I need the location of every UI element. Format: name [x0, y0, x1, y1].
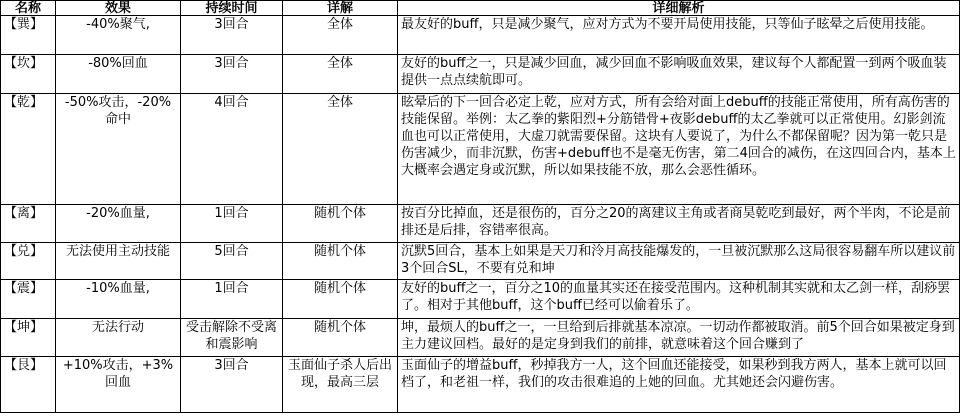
row-name: 【艮】 — [1, 357, 56, 413]
row-detail: 玉面仙子的增益buff，秒掉我方一人，这个回血还能接受，如果秒到我方两人，基本上就可以回档了，和老祖一样，我们的攻击很难追的上她的回血。尤其她还会闪避伤害。 — [398, 357, 960, 413]
row-name: 【兑】 — [1, 243, 56, 280]
header-duration: 持续时间 — [181, 1, 283, 16]
header-target: 详解 — [283, 1, 398, 16]
header-effect: 效果 — [56, 1, 181, 16]
row-effect: -50%攻击，-20%命中 — [56, 94, 181, 205]
table-row — [1, 205, 960, 243]
table-row — [1, 243, 960, 280]
table-row — [1, 55, 960, 94]
row-effect: 无法行动 — [56, 319, 181, 357]
row-duration: 1回合 — [181, 205, 283, 243]
row-effect: 无法使用主动技能 — [56, 243, 181, 280]
row-duration: 3回合 — [181, 16, 283, 55]
row-detail: 眩晕后的下一回合必定上乾，应对方式，所有会给对面上debuff的技能正常使用，所有高伤害的技能保留。举例：太乙拳的紫阳烈+分筋错骨+夜影debuff的太乙拳就可以正常使用。幻影剑流血也可以正常使用，大虚刀就需要保留。这块有人要说了，为什么不都保留呢？因为第一乾只是伤害减少，而非沉默，伤害+debuff也不是毫无伤害，第二4回合的减伤，在这四回合内，基本上大概率会遇定身或沉默，所以如果技能不放，那么会恶性循环。 — [398, 94, 960, 205]
table-row — [1, 357, 960, 413]
row-target: 随机个体 — [283, 205, 398, 243]
table-row — [1, 16, 960, 55]
row-effect: -40%聚气, — [56, 16, 181, 55]
header-detail: 详细解析 — [398, 1, 960, 16]
row-detail: 友好的buff之一，只是减少回血，减少回血不影响吸血效果，建议每个人都配置一到两个吸血装提供一点点续航即可。 — [398, 55, 960, 94]
row-detail: 按百分比掉血，还是很伤的，百分之20的离建议主角或者商昊乾吃到最好，两个半肉，不论是前排还是后排，容错率很高。 — [398, 205, 960, 243]
table-row — [1, 94, 960, 205]
row-name: 【坤】 — [1, 319, 56, 357]
row-duration: 1回合 — [181, 280, 283, 319]
row-duration: 受击解除不受离和震影响 — [181, 319, 283, 357]
row-detail: 友好的buff之一，百分之10的血量其实还在接受范围内。这种机制其实就和太乙剑一样，刮痧罢了。相对于其他buff，这个buff已经可以偷着乐了。 — [398, 280, 960, 319]
row-target: 全体 — [283, 16, 398, 55]
row-effect: +10%攻击，+3%回血 — [56, 357, 181, 413]
row-target: 随机个体 — [283, 319, 398, 357]
row-duration: 5回合 — [181, 243, 283, 280]
row-target: 随机个体 — [283, 280, 398, 319]
row-effect: -80%回血 — [56, 55, 181, 94]
table-header-row — [1, 1, 960, 16]
row-detail: 坤，最烦人的buff之一，一旦给到后排就基本凉凉。一切动作都被取消。前5个回合如果被定身到主力建议回档。最好的是定身到我们的前排，就意味着这个回合赚到了 — [398, 319, 960, 357]
row-target: 玉面仙子杀人后出现，最高三层 — [283, 357, 398, 413]
row-duration: 3回合 — [181, 55, 283, 94]
row-effect: -20%血量, — [56, 205, 181, 243]
row-detail: 沉默5回合，基本上如果是天刀和泠月高技能爆发的，一旦被沉默那么这局很容易翻车所以建议前3个回合SL，不要有兑和坤 — [398, 243, 960, 280]
header-name: 名称 — [1, 1, 56, 16]
table-row — [1, 280, 960, 319]
row-target: 随机个体 — [283, 243, 398, 280]
row-target: 全体 — [283, 55, 398, 94]
row-detail: 最友好的buff，只是减少聚气，应对方式为不要开局使用技能，只等仙子眩晕之后使用技能。 — [398, 16, 960, 55]
row-duration: 4回合 — [181, 94, 283, 205]
row-name: 【离】 — [1, 205, 56, 243]
row-name: 【坎】 — [1, 55, 56, 94]
row-duration: 3回合 — [181, 357, 283, 413]
table-row — [1, 319, 960, 357]
row-name: 【震】 — [1, 280, 56, 319]
row-effect: -10%血量, — [56, 280, 181, 319]
row-name: 【巽】 — [1, 16, 56, 55]
row-name: 【乾】 — [1, 94, 56, 205]
row-target: 全体 — [283, 94, 398, 205]
